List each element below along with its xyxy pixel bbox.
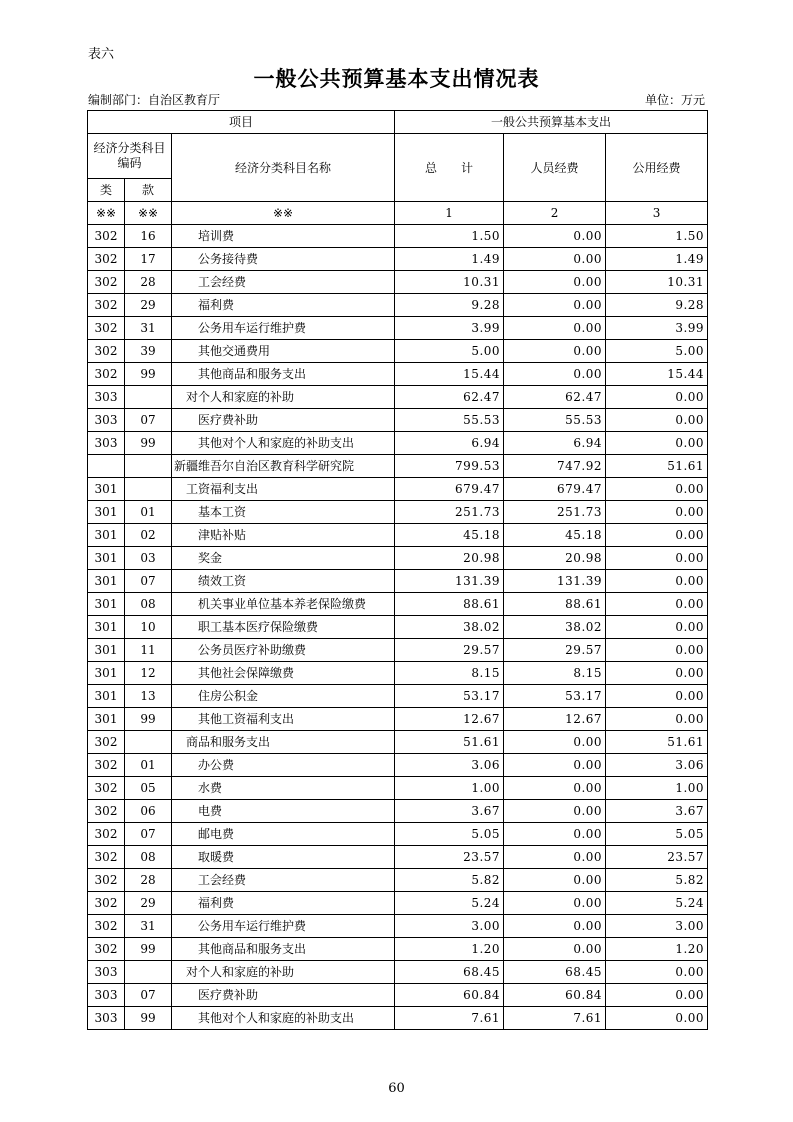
row-total: 60.84 [395,984,504,1007]
row-personnel: 38.02 [504,616,606,639]
row-class-code: 303 [88,1007,125,1030]
row-personnel: 20.98 [504,547,606,570]
page-number: 60 [388,1081,405,1096]
row-public: 0.00 [606,662,708,685]
row-public: 23.57 [606,846,708,869]
row-personnel: 0.00 [504,271,606,294]
row-item-code [125,386,172,409]
row-item-code: 07 [125,570,172,593]
row-personnel: 251.73 [504,501,606,524]
row-public: 1.20 [606,938,708,961]
row-item-code [125,478,172,501]
row-personnel: 60.84 [504,984,606,1007]
row-total: 3.06 [395,754,504,777]
row-item-code: 01 [125,501,172,524]
row-item-code: 29 [125,294,172,317]
row-personnel: 53.17 [504,685,606,708]
row-personnel: 68.45 [504,961,606,984]
row-total: 45.18 [395,524,504,547]
row-personnel: 0.00 [504,777,606,800]
row-name: 公务接待费 [172,248,395,271]
row-class-code: 303 [88,409,125,432]
table-row [88,938,708,961]
row-public: 0.00 [606,524,708,547]
row-public: 5.00 [606,340,708,363]
table-row [88,639,708,662]
table-row [88,800,708,823]
row-public: 1.49 [606,248,708,271]
row-public: 0.00 [606,639,708,662]
table-row [88,961,708,984]
row-personnel: 6.94 [504,432,606,455]
row-personnel: 0.00 [504,340,606,363]
table-row [88,915,708,938]
row-total: 5.24 [395,892,504,915]
row-item-code: 99 [125,708,172,731]
header-budget: 一般公共预算基本支出 [395,111,708,134]
table-row [88,225,708,248]
row-item-code: 07 [125,984,172,1007]
row-public: 3.99 [606,317,708,340]
row-name: 职工基本医疗保险缴费 [172,616,395,639]
row-personnel: 45.18 [504,524,606,547]
row-total: 6.94 [395,432,504,455]
row-personnel: 0.00 [504,846,606,869]
budget-table [87,110,708,1030]
row-total: 5.82 [395,869,504,892]
row-total: 55.53 [395,409,504,432]
table-row [88,892,708,915]
row-item-code: 10 [125,616,172,639]
row-name: 工会经费 [172,869,395,892]
row-name: 新疆维吾尔自治区教育科学研究院 [172,455,395,478]
table-row [88,593,708,616]
table-row [88,1007,708,1030]
row-total: 23.57 [395,846,504,869]
table-row [88,731,708,754]
header-personnel: 人员经费 [504,134,606,202]
table-row [88,455,708,478]
row-item-code: 13 [125,685,172,708]
row-personnel: 0.00 [504,294,606,317]
row-total: 8.15 [395,662,504,685]
table-row [88,409,708,432]
table-row [88,570,708,593]
row-name: 住房公积金 [172,685,395,708]
row-class-code [88,455,125,478]
table-row [88,248,708,271]
row-class-code: 302 [88,363,125,386]
marker-name: ※※ [172,202,395,225]
row-total: 1.49 [395,248,504,271]
row-public: 0.00 [606,570,708,593]
row-name: 邮电费 [172,823,395,846]
row-item-code: 28 [125,869,172,892]
row-name: 其他商品和服务支出 [172,363,395,386]
row-public: 5.24 [606,892,708,915]
row-personnel: 29.57 [504,639,606,662]
row-item-code: 03 [125,547,172,570]
row-name: 水费 [172,777,395,800]
table-row [88,363,708,386]
table-row [88,869,708,892]
row-personnel: 131.39 [504,570,606,593]
row-personnel: 0.00 [504,248,606,271]
row-total: 1.50 [395,225,504,248]
row-total: 3.99 [395,317,504,340]
row-personnel: 0.00 [504,225,606,248]
row-class-code: 301 [88,570,125,593]
table-row [88,616,708,639]
row-public: 0.00 [606,386,708,409]
row-class-code: 302 [88,777,125,800]
row-item-code: 31 [125,317,172,340]
row-name: 其他社会保障缴费 [172,662,395,685]
row-total: 9.28 [395,294,504,317]
row-personnel: 679.47 [504,478,606,501]
row-item-code: 99 [125,938,172,961]
row-item-code: 99 [125,1007,172,1030]
table-row [88,662,708,685]
row-public: 3.06 [606,754,708,777]
header-lei: 类 [88,179,125,202]
row-total: 1.20 [395,938,504,961]
row-item-code: 12 [125,662,172,685]
table-row [88,386,708,409]
row-public: 15.44 [606,363,708,386]
row-name: 其他对个人和家庭的补助支出 [172,1007,395,1030]
row-personnel: 62.47 [504,386,606,409]
row-name: 工会经费 [172,271,395,294]
row-public: 0.00 [606,593,708,616]
row-public: 0.00 [606,432,708,455]
row-public: 5.82 [606,869,708,892]
row-total: 679.47 [395,478,504,501]
table-row [88,317,708,340]
row-class-code: 301 [88,685,125,708]
row-personnel: 55.53 [504,409,606,432]
row-total: 20.98 [395,547,504,570]
row-item-code: 08 [125,593,172,616]
row-item-code: 07 [125,823,172,846]
row-item-code [125,455,172,478]
compiling-department: 编制部门：自治区教育厅 [88,93,221,107]
row-personnel: 8.15 [504,662,606,685]
row-name: 基本工资 [172,501,395,524]
table-row [88,478,708,501]
row-personnel: 0.00 [504,892,606,915]
row-public: 0.00 [606,984,708,1007]
header-kuan: 款 [125,179,172,202]
row-public: 0.00 [606,708,708,731]
row-personnel: 0.00 [504,317,606,340]
row-class-code: 301 [88,478,125,501]
row-item-code [125,731,172,754]
row-public: 10.31 [606,271,708,294]
row-total: 12.67 [395,708,504,731]
row-class-code: 302 [88,731,125,754]
row-class-code: 302 [88,340,125,363]
row-personnel: 0.00 [504,800,606,823]
table-row [88,271,708,294]
row-personnel: 12.67 [504,708,606,731]
row-class-code: 303 [88,984,125,1007]
table-row [88,708,708,731]
row-public: 0.00 [606,501,708,524]
header-project: 项目 [88,111,395,134]
row-name: 医疗费补助 [172,409,395,432]
row-total: 51.61 [395,731,504,754]
row-class-code: 301 [88,639,125,662]
table-row [88,777,708,800]
row-class-code: 302 [88,271,125,294]
row-class-code: 302 [88,869,125,892]
row-item-code: 11 [125,639,172,662]
row-class-code: 302 [88,915,125,938]
row-total: 29.57 [395,639,504,662]
row-total: 1.00 [395,777,504,800]
row-public: 0.00 [606,478,708,501]
row-class-code: 302 [88,248,125,271]
page-label: 表六 [88,47,115,62]
row-total: 799.53 [395,455,504,478]
row-item-code: 08 [125,846,172,869]
row-name: 绩效工资 [172,570,395,593]
row-total: 131.39 [395,570,504,593]
row-item-code: 01 [125,754,172,777]
row-item-code: 16 [125,225,172,248]
row-class-code: 303 [88,961,125,984]
table-row [88,294,708,317]
row-item-code: 02 [125,524,172,547]
row-total: 88.61 [395,593,504,616]
header-code-group: 经济分类科目编码 [88,134,172,179]
table-row [88,823,708,846]
marker-lei: ※※ [88,202,125,225]
table-row [88,501,708,524]
row-name: 其他交通费用 [172,340,395,363]
unit-label: 单位：万元 [644,93,705,107]
row-total: 53.17 [395,685,504,708]
row-name: 其他商品和服务支出 [172,938,395,961]
table-row [88,432,708,455]
row-class-code: 301 [88,547,125,570]
row-total: 10.31 [395,271,504,294]
row-name: 商品和服务支出 [172,731,395,754]
row-total: 38.02 [395,616,504,639]
page-title: 一般公共预算基本支出情况表 [253,67,540,91]
row-item-code: 99 [125,363,172,386]
table-row [88,846,708,869]
row-class-code: 302 [88,754,125,777]
row-total: 68.45 [395,961,504,984]
row-public: 3.67 [606,800,708,823]
header-name: 经济分类科目名称 [172,134,395,202]
header-public: 公用经费 [606,134,708,202]
row-total: 62.47 [395,386,504,409]
row-name: 公务员医疗补助缴费 [172,639,395,662]
table-row [88,524,708,547]
row-total: 5.00 [395,340,504,363]
row-public: 0.00 [606,1007,708,1030]
row-name: 机关事业单位基本养老保险缴费 [172,593,395,616]
row-public: 3.00 [606,915,708,938]
row-name: 其他工资福利支出 [172,708,395,731]
row-public: 51.61 [606,731,708,754]
row-personnel: 88.61 [504,593,606,616]
row-public: 0.00 [606,685,708,708]
row-name: 对个人和家庭的补助 [172,386,395,409]
row-item-code: 31 [125,915,172,938]
row-name: 福利费 [172,892,395,915]
row-total: 251.73 [395,501,504,524]
row-public: 1.50 [606,225,708,248]
row-total: 15.44 [395,363,504,386]
row-name: 培训费 [172,225,395,248]
row-public: 0.00 [606,409,708,432]
row-personnel: 0.00 [504,938,606,961]
table-row [88,984,708,1007]
row-personnel: 0.00 [504,823,606,846]
row-item-code: 06 [125,800,172,823]
header-row-1 [88,111,708,134]
header-row-4 [88,202,708,225]
row-total: 3.67 [395,800,504,823]
row-class-code: 302 [88,938,125,961]
row-item-code: 99 [125,432,172,455]
row-personnel: 0.00 [504,754,606,777]
row-item-code [125,961,172,984]
table-row [88,547,708,570]
table-row [88,754,708,777]
row-name: 医疗费补助 [172,984,395,1007]
row-class-code: 302 [88,225,125,248]
row-public: 9.28 [606,294,708,317]
row-name: 工资福利支出 [172,478,395,501]
row-class-code: 301 [88,593,125,616]
row-class-code: 301 [88,662,125,685]
row-class-code: 302 [88,846,125,869]
row-name: 公务用车运行维护费 [172,915,395,938]
row-personnel: 747.92 [504,455,606,478]
row-class-code: 302 [88,823,125,846]
row-name: 津贴补贴 [172,524,395,547]
row-class-code: 301 [88,524,125,547]
row-class-code: 303 [88,432,125,455]
row-public: 0.00 [606,547,708,570]
row-name: 其他对个人和家庭的补助支出 [172,432,395,455]
row-name: 取暖费 [172,846,395,869]
row-name: 福利费 [172,294,395,317]
row-name: 电费 [172,800,395,823]
row-item-code: 17 [125,248,172,271]
row-personnel: 0.00 [504,869,606,892]
row-class-code: 302 [88,892,125,915]
row-item-code: 28 [125,271,172,294]
row-class-code: 301 [88,501,125,524]
col-index-2: 2 [504,202,606,225]
row-name: 办公费 [172,754,395,777]
row-name: 对个人和家庭的补助 [172,961,395,984]
row-class-code: 301 [88,616,125,639]
row-item-code: 29 [125,892,172,915]
table-row [88,685,708,708]
row-total: 3.00 [395,915,504,938]
marker-kuan: ※※ [125,202,172,225]
row-name: 公务用车运行维护费 [172,317,395,340]
row-class-code: 302 [88,294,125,317]
row-class-code: 301 [88,708,125,731]
col-index-1: 1 [395,202,504,225]
row-public: 5.05 [606,823,708,846]
row-personnel: 0.00 [504,363,606,386]
row-class-code: 302 [88,317,125,340]
row-item-code: 05 [125,777,172,800]
row-public: 51.61 [606,455,708,478]
header-total: 总 计 [395,134,504,202]
row-total: 5.05 [395,823,504,846]
row-item-code: 39 [125,340,172,363]
row-public: 0.00 [606,616,708,639]
row-public: 1.00 [606,777,708,800]
row-personnel: 0.00 [504,915,606,938]
table-row [88,340,708,363]
row-public: 0.00 [606,961,708,984]
header-row-2 [88,134,708,179]
row-total: 7.61 [395,1007,504,1030]
row-item-code: 07 [125,409,172,432]
row-name: 奖金 [172,547,395,570]
row-personnel: 0.00 [504,731,606,754]
col-index-3: 3 [606,202,708,225]
row-class-code: 302 [88,800,125,823]
row-class-code: 303 [88,386,125,409]
row-personnel: 7.61 [504,1007,606,1030]
